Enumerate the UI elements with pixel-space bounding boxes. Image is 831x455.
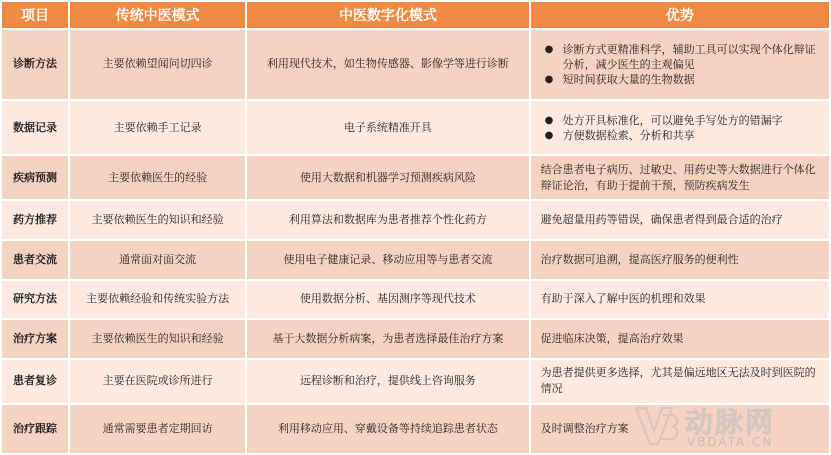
row-traditional: 通常面对面交流 [70,241,245,279]
header-row [2,2,829,28]
table-row [2,360,829,403]
table-row [2,201,829,239]
header-item: 项目 [2,2,68,28]
row-item: 患者复诊 [2,360,68,403]
row-item: 研究方法 [2,281,68,319]
row-traditional: 主要依赖医生的经验 [70,156,245,199]
row-item: 药方推荐 [2,201,68,239]
row-digital: 利用算法和数据库为患者推荐个性化药方 [247,201,528,239]
row-digital: 使用数据分析、基因测序等现代技术 [247,281,528,319]
row-traditional: 通常需要患者定期回访 [70,405,245,453]
table-row [2,30,829,99]
row-traditional: 主要依赖望闻问切四诊 [70,30,245,99]
row-advantage: 及时调整治疗方案 [531,405,829,453]
row-advantages [531,30,829,99]
row-digital: 电子系统精准开具 [247,101,528,155]
row-advantage: 治疗数据可追溯，提高医疗服务的便利性 [531,241,829,279]
row-traditional: 主要依赖医生的知识和经验 [70,320,245,358]
table-row [2,281,829,319]
row-item: 患者交流 [2,241,68,279]
advantage-list [541,113,821,143]
row-traditional: 主要依赖经验和传统实验方法 [70,281,245,319]
row-advantage: 避免超量用药等错误，确保患者得到最合适的治疗 [531,201,829,239]
advantage-bullet: ● 方便数据检索、分析和共享 [553,128,821,143]
row-digital: 使用电子健康记录、移动应用等与患者交流 [247,241,528,279]
row-traditional: 主要在医院或诊所进行 [70,360,245,403]
advantage-bullet: ● 诊断方式更精准科学，辅助工具可以实现个体化辩证分析，减少医生的主观偏见 [553,42,821,72]
row-advantages [531,101,829,155]
row-item: 数据记录 [2,101,68,155]
row-digital: 利用现代技术，如生物传感器、影像学等进行诊断 [247,30,528,99]
row-advantage: 结合患者电子病历、过敏史、用药史等大数据进行个体化辩证论治，有助于提前干预，预防疾病发生 [531,156,829,199]
table-row [2,241,829,279]
table-row [2,405,829,453]
row-digital: 远程诊断和治疗，提供线上咨询服务 [247,360,528,403]
header-traditional: 传统中医模式 [70,2,245,28]
row-advantage: 有助于深入了解中医的机理和效果 [531,281,829,319]
table-row [2,101,829,155]
watermark-cn: 动脉网 [685,406,776,439]
row-traditional: 主要依赖医生的知识和经验 [70,201,245,239]
watermark-en: VBDATA.CN [687,435,774,449]
row-advantage: 促进临床决策，提高治疗效果 [531,320,829,358]
row-digital: 使用大数据和机器学习预测疾病风险 [247,156,528,199]
advantage-bullet: ● 短时间获取大量的生物数据 [553,72,821,87]
table-row [2,320,829,358]
row-digital: 利用移动应用、穿戴设备等持续追踪患者状态 [247,405,528,453]
row-digital: 基于大数据分析病案，为患者选择最佳治疗方案 [247,320,528,358]
header-advantages: 优势 [531,2,829,28]
row-item: 疾病预测 [2,156,68,199]
table-row [2,156,829,199]
row-advantage: 为患者提供更多选择，尤其是偏远地区无法及时到医院的情况 [531,360,829,403]
header-digital: 中医数字化模式 [247,2,528,28]
row-item: 治疗跟踪 [2,405,68,453]
advantage-bullet: ● 处方开具标准化，可以避免手写处方的错漏字 [553,113,821,128]
row-item: 诊断方法 [2,30,68,99]
row-item: 治疗方案 [2,320,68,358]
advantage-list [541,42,821,87]
row-traditional: 主要依赖手工记录 [70,101,245,155]
